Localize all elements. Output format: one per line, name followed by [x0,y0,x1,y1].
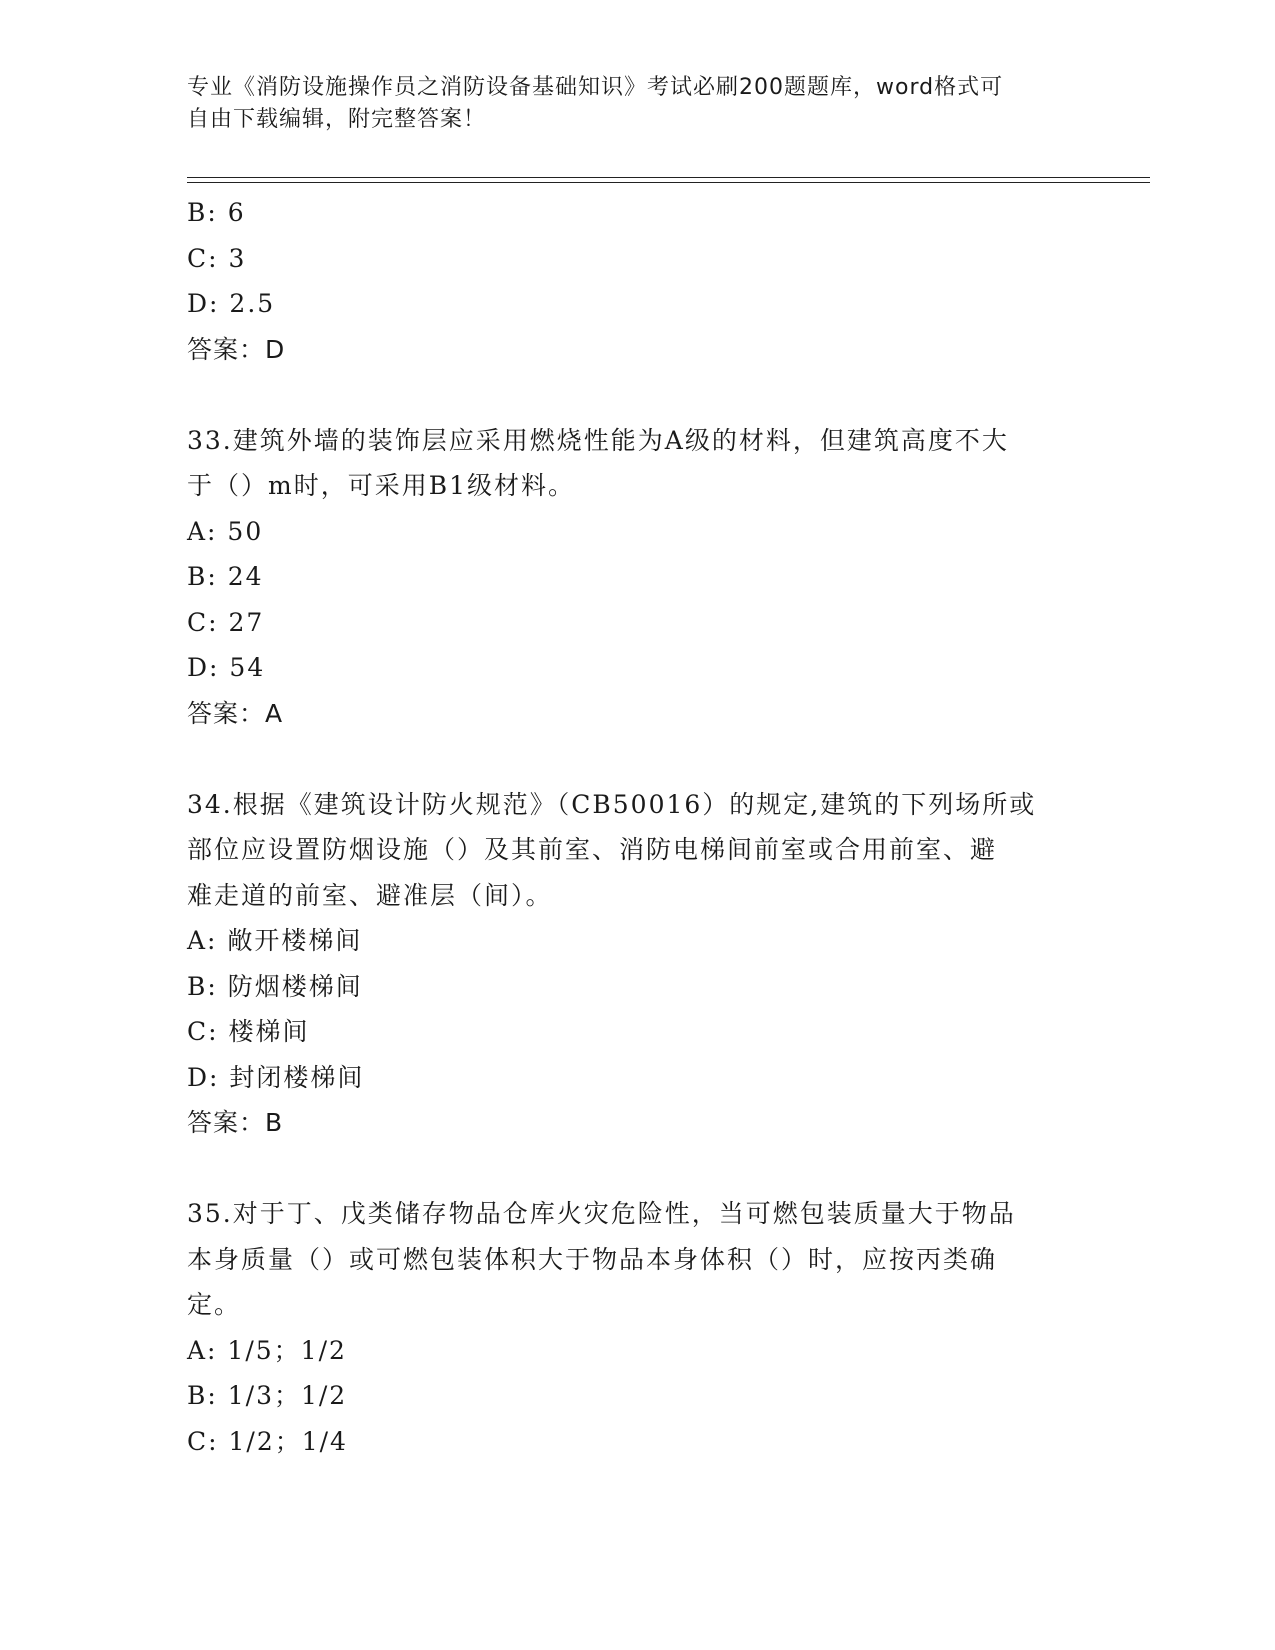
answer-line: 答案：A [187,698,284,728]
header-divider-top [187,177,1150,178]
question-34 [187,782,1087,1146]
answer-line: 答案：B [187,1108,284,1137]
header-line-2: 自由下载编辑，附完整答案！ [187,107,487,132]
option-a: A: 1/5；1/2 [187,1335,347,1365]
question-text-line: 难走道的前室、避准层（间）。 [187,880,553,910]
option-b: B: 1/3；1/2 [187,1381,348,1410]
option-c: C: 27 [187,607,265,637]
option-b: B: 24 [187,562,264,591]
question-text-line: 定。 [187,1290,242,1319]
option-c: C: 3 [187,243,247,273]
question-list [187,190,1087,1464]
option-c: C: 楼梯间 [187,1017,310,1046]
option-a: A: 50 [187,516,264,546]
question-text-line: 33.建筑外墙的装饰层应采用燃烧性能为A级的材料，但建筑高度不大 [187,425,1009,455]
option-d: D: 封闭楼梯间 [187,1062,365,1092]
option-c: C: 1/2；1/4 [187,1426,348,1456]
header-line-1: 专业《消防设施操作员之消防设备基础知识》考试必刷200题题库，word格式可 [187,75,1004,100]
question-text-line: 部位应设置防烟设施（）及其前室、消防电梯间前室或合用前室、避 [187,835,998,864]
option-b: B: 防烟楼梯间 [187,971,363,1001]
option-d: D: 54 [187,653,266,682]
question-text-line: 于（）m时，可采用B1级材料。 [187,471,575,500]
question-33 [187,418,1087,737]
question-text-line: 34.根据《建筑设计防火规范》（CB50016）的规定,建筑的下列场所或 [187,789,1037,819]
question-35 [187,1191,1087,1464]
option-a: A: 敞开楼梯间 [187,926,363,955]
spacer [187,1146,1087,1192]
question-text-line: 本身质量（）或可燃包装体积大于物品本身体积（）时，应按丙类确 [187,1244,998,1274]
spacer [187,372,1087,418]
spacer [187,736,1087,782]
header-divider-bottom [187,182,1150,183]
question-32-tail [187,190,1087,372]
document-header [187,72,1067,136]
option-d: D: 2.5 [187,289,276,318]
answer-line: 答案：D [187,334,286,364]
question-text-line: 35.对于丁、戊类储存物品仓库火灾危险性，当可燃包装质量大于物品 [187,1199,1016,1228]
option-b: B: 6 [187,198,246,227]
